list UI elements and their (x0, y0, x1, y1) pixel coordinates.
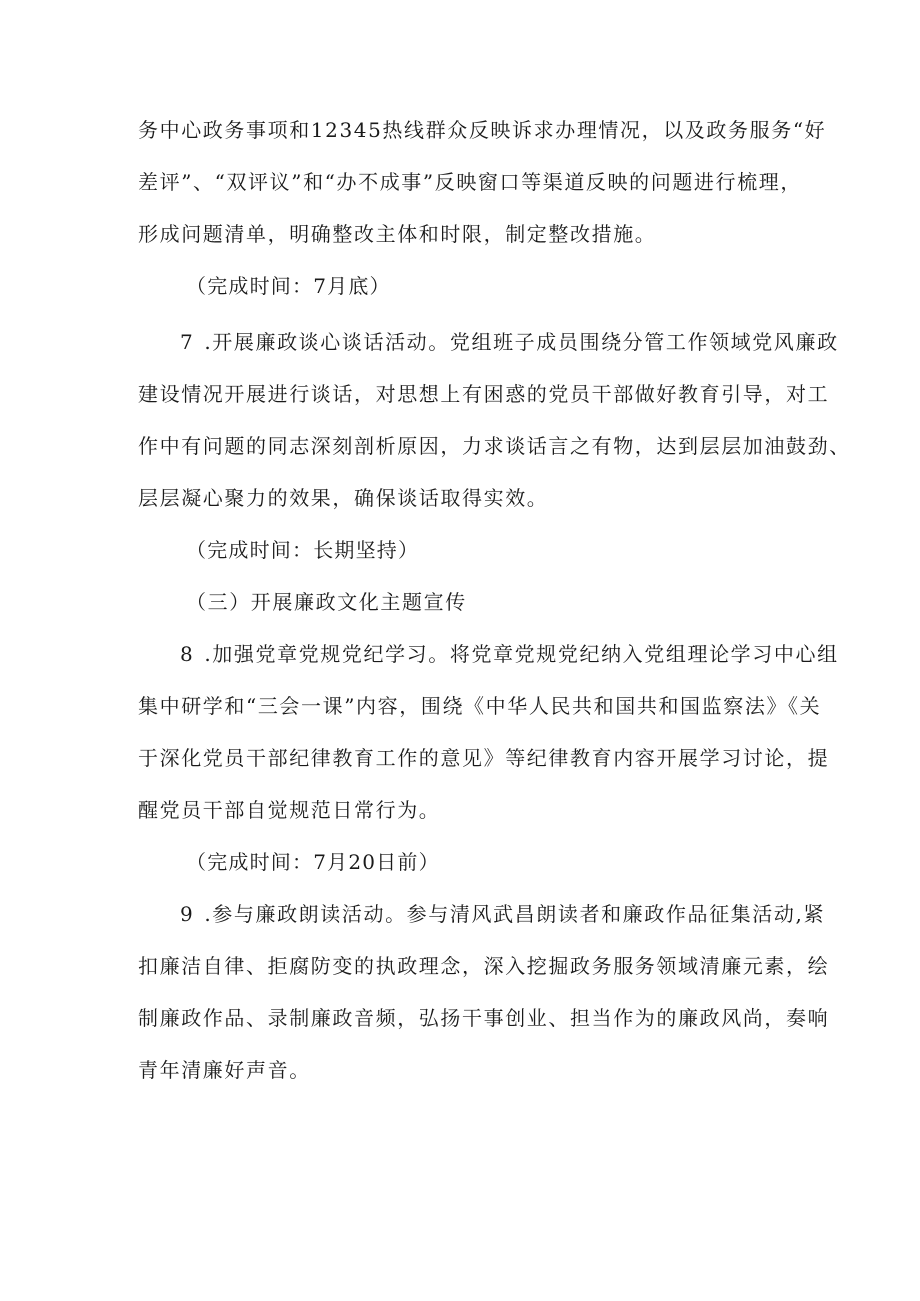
completion-time-note: （完成时间：7月20日前） (186, 850, 440, 874)
paragraph-line: 层层凝心聚力的效果，确保谈话取得实效。 (138, 486, 549, 510)
paragraph-line: .加强党章党规党纪学习。将党章党规党纪纳入党组理论学习中心组 (204, 642, 839, 666)
paragraph-line: 醒党员干部自觉规范日常行为。 (138, 798, 441, 822)
paragraph-continuation (138, 104, 827, 260)
item-number: 7 (180, 330, 195, 354)
paragraph-line: 扣廉洁自律、拒腐防变的执政理念，深入挖掘政务服务领域清廉元素，绘 (138, 954, 830, 978)
paragraph-line: 作中有问题的同志深刻剖析原因，力求谈话言之有物，达到层层加油鼓劲、 (138, 434, 851, 458)
paragraph-line: 务中心政务事项和12345热线群众反映诉求办理情况，以及政务服务“好 (138, 118, 827, 142)
paragraph-line: 差评”、“双评议”和“办不成事”反映窗口等渠道反映的问题进行梳理， (138, 170, 802, 194)
item-9-first-line (138, 888, 826, 940)
section-heading: （三）开展廉政文化主题宣传 (186, 590, 467, 614)
item-8-paragraph (138, 628, 839, 836)
completion-time-note: （完成时间：7月底） (186, 274, 391, 298)
paragraph-line: 建设情况开展进行谈话，对思想上有困惑的党员干部做好教育引导，对工 (138, 382, 830, 406)
paragraph-line: 形成问题清单，明确整改主体和时限，制定整改措施。 (138, 222, 657, 246)
item-number: 8 (180, 642, 195, 666)
item-9-paragraph (138, 888, 830, 1096)
item-number: 9 (180, 902, 195, 926)
paragraph-line: .参与廉政朗读活动。参与清风武昌朗读者和廉政作品征集活动,紧 (204, 902, 826, 926)
item-8-first-line (138, 628, 839, 680)
paragraph-line: 青年清廉好声音。 (138, 1058, 311, 1082)
paragraph-line: 集中研学和“三会一课”内容，围绕《中华人民共和国共和国监察法》《关 (138, 694, 822, 718)
item-7-paragraph (138, 316, 851, 524)
completion-time-note: （完成时间：长期坚持） (186, 538, 420, 562)
paragraph-line: 于深化党员干部纪律教育工作的意见》等纪律教育内容开展学习讨论，提 (138, 746, 830, 770)
paragraph-line: 制廉政作品、录制廉政音频，弘扬干事创业、担当作为的廉政风尚，奏响 (138, 1006, 830, 1030)
item-7-first-line (138, 316, 839, 368)
paragraph-line: .开展廉政谈心谈话活动。党组班子成员围绕分管工作领域党风廉政 (204, 330, 839, 354)
